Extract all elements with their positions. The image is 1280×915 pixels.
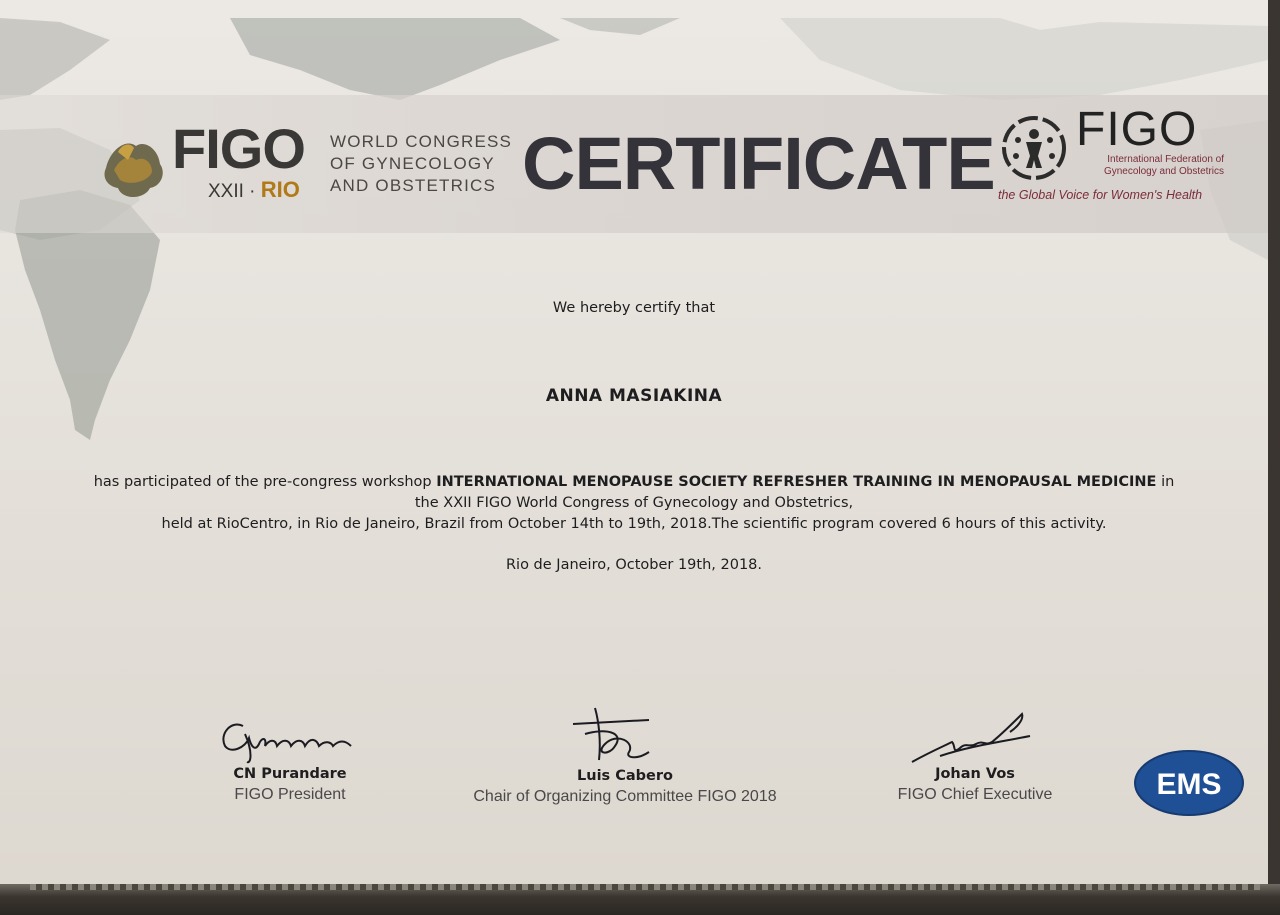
rio-mountain-icon <box>100 130 168 202</box>
signatory-role: FIGO Chief Executive <box>897 786 1053 803</box>
statement-suffix: in <box>1156 474 1175 490</box>
signatory-role: FIGO President <box>234 786 346 803</box>
signatory-name: Luis Cabero <box>577 768 673 784</box>
place-and-date: Rio de Janeiro, October 19th, 2018. <box>505 557 763 573</box>
signatory-name: Johan Vos <box>935 766 1015 782</box>
figo-organisation-logo <box>996 104 1236 214</box>
edition-prefix: XXII · <box>208 181 256 202</box>
certificate-title: CERTIFICATE <box>522 122 995 205</box>
statement-line-2: the XXII FIGO World Congress of Gynecology and Obstetrics, <box>414 495 854 511</box>
handwritten-signature <box>205 712 375 764</box>
figo-full-name: International Federation of Gynecology and Obstetrics <box>1103 154 1224 177</box>
paper-bottom-edge <box>30 884 1260 890</box>
signature-block-president <box>180 712 400 806</box>
signature-block-chief-executive <box>870 706 1080 806</box>
figo-emblem-icon <box>996 110 1072 186</box>
congress-name: WORLD CONGRESS OF GYNECOLOGY AND OBSTETRICS <box>330 132 513 195</box>
participation-statement <box>0 472 1268 535</box>
workshop-title: INTERNATIONAL MENOPAUSE SOCIETY REFRESHER TRAINING IN MENOPAUSAL MEDICINE <box>436 474 1157 490</box>
congress-edition <box>208 178 300 204</box>
figo-wordmark: FIGO <box>1076 103 1198 156</box>
statement-line-3: held at RioCentro, in Rio de Janeiro, Brazil from October 14th to 19th, 2018.The scientific program covered 6 hours of this activity. <box>161 516 1107 532</box>
ems-sponsor-logo <box>1134 750 1244 816</box>
signatory-role: Chair of Organizing Committee FIGO 2018 <box>473 788 777 805</box>
certify-intro: We hereby certify that <box>552 300 716 316</box>
ems-label: EMS <box>1156 768 1222 801</box>
figo-tagline: the Global Voice for Women's Health <box>998 188 1203 202</box>
statement-prefix: has participated of the pre-congress workshop <box>93 474 437 490</box>
statement-line-1 <box>0 472 1268 493</box>
signature-block-chair <box>440 702 810 808</box>
edition-city: RIO <box>260 177 300 202</box>
signatory-name: CN Purandare <box>233 766 347 782</box>
handwritten-signature <box>565 702 685 766</box>
congress-figo-wordmark: FIGO <box>172 117 305 180</box>
figo-rio-congress-logo <box>100 118 520 208</box>
handwritten-signature <box>900 706 1050 764</box>
recipient-name: ANNA MASIAKINA <box>545 386 723 406</box>
